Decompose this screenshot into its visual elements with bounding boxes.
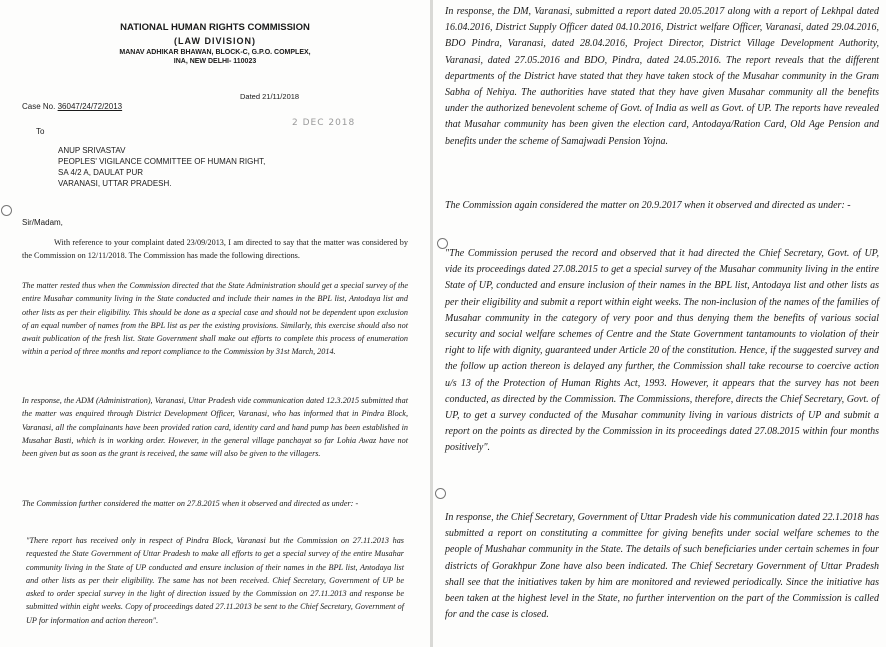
punch-hole xyxy=(435,488,446,499)
recipient-org: PEOPLES' VIGILANCE COMMITTEE OF HUMAN RIGHT, xyxy=(58,157,266,166)
intro-paragraph: With reference to your complaint dated 23/09/2013, I am directed to say that the matter was considered by the Commission on 12/11/2018. The Commission has made the following directions. xyxy=(22,238,408,261)
left-paragraph-2: In response, the ADM (Administration), Varanasi, Uttar Pradesh vide communication dated 12.3.2015 submitted that the matter was enquired through District Development Officer, Varanasi, who has informed that in Pindra Block, Varanasi, all the complainants have been provided ration card, identity card and hand pump has been established in Musahar Basti, which is in working order. However, in the general village panchayat so far Lohia Awaz have not been given but as soon as the grant is received, the same will also be given to the villagers. xyxy=(22,396,408,459)
punch-hole xyxy=(1,205,12,216)
recipient-address-2: VARANASI, UTTAR PRADESH. xyxy=(58,179,172,188)
to-label: To xyxy=(36,127,45,136)
right-paragraph-2: The Commission again considered the matter on 20.9.2017 when it observed and directed as under: - xyxy=(445,200,851,211)
letter-date: Dated 21/11/2018 xyxy=(240,92,300,101)
address-line-2: INA, NEW DELHI- 110023 xyxy=(173,58,257,65)
received-stamp: 2 DEC 2018 xyxy=(292,118,356,128)
right-paragraph-1: In response, the DM, Varanasi, submitted a report dated 20.05.2017 along with a report of Lekhpal dated 16.04.2016, District Supply Officer dated 04.10.2016, District welfare Officer, Varanasi, dated 29.04.2016, BDO Pindra, Varanasi, dated 28.04.2016, Project Director, District Village Development Authority, Varanasi, dated 27.05.2016 and BDO, Pindra, dated 24.05.2016. The report reveals that the different departments of the District have stated that they have taken stock of the Musahar community in the Gram Sabha of Nehiya. The authorities have stated that they have given Musahar community all the benefits under the authorized benevolent scheme of Govt. of India as well as Govt. of UP. The reports have revealed that Musahar community has been given the election card, Antodaya/Ration Card, Old Age Pension and benefits under the scheme of Samajwadi Pension Yojna. xyxy=(445,6,879,147)
case-number: 36047/24/72/2013 xyxy=(57,102,123,111)
org-name: NATIONAL HUMAN RIGHTS COMMISSION xyxy=(120,22,310,33)
left-page xyxy=(0,0,430,647)
address-line-1: MANAV ADHIKAR BHAWAN, BLOCK-C, G.P.O. COMPLEX, xyxy=(119,49,311,56)
right-paragraph-3-quote: "The Commission perused the record and observed that it had directed the Chief Secretary, Govt. of UP, vide its proceedings dated 27.08.2015 to get a special survey of the Musahar community living in the entire State of UP, conducted and ensure inclusion of their names in the BPL list, Antodaya list and other lists as per their eligibility and submit a report within eight weeks. The non-inclusion of the names of the families of Musahar community in the category of very poor and thus denying them the benefits of various social security and social welfare schemes of Centre and the State Government tantamounts to violation of their right to life with dignity, guaranteed under Article 20 of the constitution. Hence, if the suggested survey and the follow up action thereon is delayed any further, the Commission shall take recourse to coercive action u/s 13 of the Protection of Human Rights Act, 1993. However, it appears that the survey has not been conducted, as directed by the Commission. The Commissions, therefore, directs the Chief Secretary, Govt. of UP, to get a survey conducted of the Musahar community living in various districts of UP and submit a report on the points as directed by the Commission in its proceedings dated 27.08.2015 within four months positively". xyxy=(445,248,879,454)
salutation: Sir/Madam, xyxy=(22,218,63,227)
recipient-address-1: SA 4/2 A, DAULAT PUR xyxy=(58,168,144,177)
recipient-name: ANUP SRIVASTAV xyxy=(58,146,126,155)
case-number-row xyxy=(22,102,122,111)
left-paragraph-1: The matter rested thus when the Commission directed that the State Administration should get a special survey of the entire Musahar community living in the State conducted and include their names in the BPL list, Antodaya list and other lists as per their eligibility. This should be done as a special case and should not be dependent upon exclusion of an equal number of names from the BPL list as per the existing provisions. Similarly, this exercise should also not await publication of the fresh list. State Government shall make out efforts to complete this process of enumeration within a period of three months and report compliance to the Commission by 31st March, 2014. xyxy=(22,281,408,357)
left-paragraph-4-quote: "There report has received only in respect of Pindra Block, Varanasi but the Commission on 27.11.2013 has requested the State Government of Uttar Pradesh to make all efforts to get a special survey of the entire Musahar community living in the State of UP conducted and ensure inclusion of their names in the BPL list, Antodaya list and other lists as per their eligibility. The same has not been received. Chief Secretary, Government of UP be asked to order special survey in the light of direction issued by the Commission on 27.11.2013 and response be submitted within eight weeks. Copy of proceedings dated 27.11.2013 be sent to the Chief Secretary, Government of UP for information and action thereon". xyxy=(26,536,404,625)
left-paragraph-3: The Commission further considered the matter on 27.8.2015 when it observed and directed as under: - xyxy=(22,499,359,508)
division-name: (LAW DIVISION) xyxy=(174,36,256,46)
recipient-block xyxy=(58,145,265,189)
case-label: Case No. xyxy=(22,102,56,111)
right-page xyxy=(433,0,886,647)
right-paragraph-4: In response, the Chief Secretary, Government of Uttar Pradesh vide his communication dated 22.1.2018 has submitted a report on constituting a committee for giving benefits under social welfare schemes to the people of Mushahar community in the State. The details of such beneficiaries under certain schemes in four districts of Gorakhpur Zone have also been indicated. The Chief Secretary Government of Uttar Pradesh shall see that the initiatives taken by him are monitored and reviewed periodically. Since the initiative has been taken at the highest level in the State, no further intervention on the part of the Commission is called for and the case is closed. xyxy=(445,512,879,621)
